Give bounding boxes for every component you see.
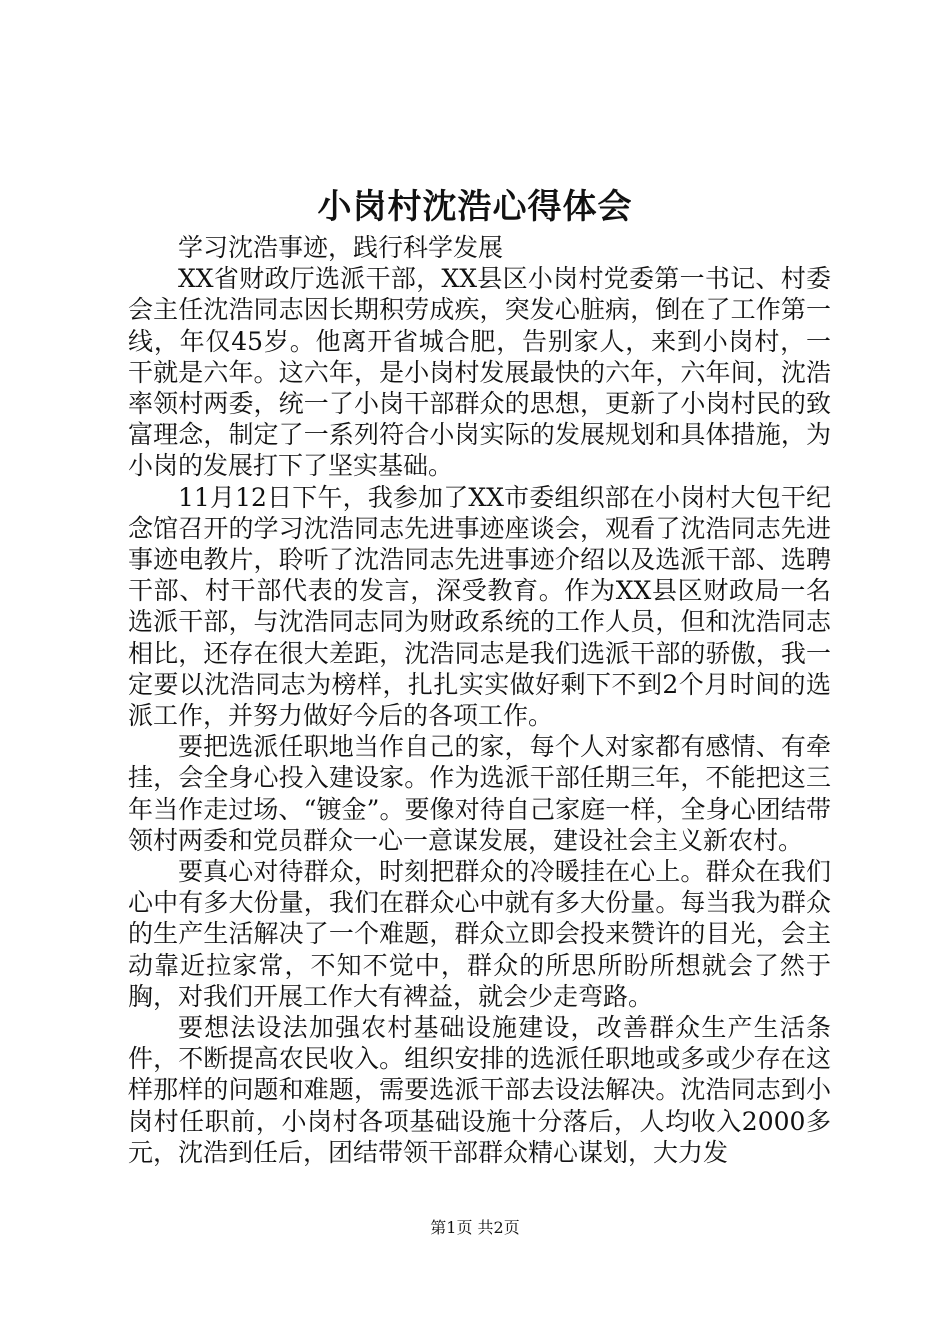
page-number-footer: 第1页 共2页 — [430, 1218, 520, 1237]
paragraph: 要真心对待群众，时刻把群众的冷暖挂在心上。群众在我们心中有多大份量，我们在群众心中就有多大份量。每当我为群众的生产生活解决了一个难题，群众立即会投来赞许的目光，会主动靠近拉家常，不知不觉中，群众的所思所盼所想就会了然于胸，对我们开展工作大有裨益，就会少走弯路。 — [128, 857, 831, 1011]
paragraph: XX省财政厅选派干部，XX县区小岗村党委第一书记、村委会主任沈浩同志因长期积劳成疾，突发心脏病，倒在了工作第一线，年仅45岁。他离开省城合肥，告别家人，来到小岗村，一干就是六年。这六年，是小岗村发展最快的六年，六年间，沈浩率领村两委，统一了小岗干部群众的思想，更新了小岗村民的致富理念，制定了一系列符合小岗实际的发展规划和具体措施，为小岗的发展打下了坚实基础。 — [128, 264, 831, 481]
document-title: 小岗村沈浩心得体会 — [317, 187, 633, 227]
paragraph: 要把选派任职地当作自己的家，每个人对家都有感情、有牵挂，会全身心投入建设家。作为选派干部任期三年，不能把这三年当作走过场、“镀金”。要像对待自己家庭一样，全身心团结带领村两委和党员群众一心一意谋发展，建设社会主义新农村。 — [128, 732, 831, 855]
paragraph: 要想法设法加强农村基础设施建设，改善群众生产生活条件，不断提高农民收入。组织安排的选派任职地或多或少存在这样那样的问题和难题，需要选派干部去设法解决。沈浩同志到小岗村任职前，小岗村各项基础设施十分落后，人均收入2000多元，沈浩到任后，团结带领干部群众精心谋划，大力发 — [128, 1013, 831, 1167]
document-body — [128, 232, 831, 1168]
paragraph: 11月12日下午，我参加了XX市委组织部在小岗村大包干纪念馆召开的学习沈浩同志先进事迹座谈会，观看了沈浩同志先进事迹电教片，聆听了沈浩同志先进事迹介绍以及选派干部、选聘干部、村干部代表的发言，深受教育。作为XX县区财政局一名选派干部，与沈浩同志同为财政系统的工作人员，但和沈浩同志相比，还存在很大差距，沈浩同志是我们选派干部的骄傲，我一定要以沈浩同志为榜样，扎扎实实做好剩下不到2个月时间的选派工作，并努力做好今后的各项工作。 — [128, 482, 831, 731]
paragraph-subtitle: 学习沈浩事迹，践行科学发展 — [178, 233, 504, 262]
